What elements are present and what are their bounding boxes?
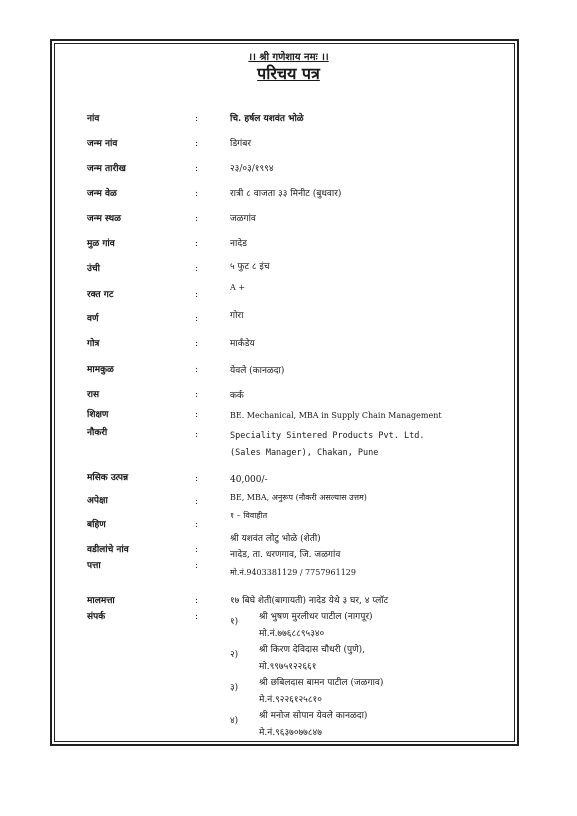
value-birth-time: रात्री ८ वाजता ३३ मिनीट (बुधवार) <box>230 189 342 199</box>
value-expectation: BE, MBA, अनुरूप (नौकरी असल्यास उत्तम) <box>230 493 367 502</box>
value-education: BE. Mechanical, MBA in Supply Chain Management <box>230 411 442 420</box>
colon: : <box>195 430 199 440</box>
blessing-heading: ।। श्री गणेशाय नमः ।। <box>248 52 329 63</box>
colon: : <box>195 164 199 174</box>
value-birth-date: २३/०३/१९९४ <box>230 164 274 174</box>
label-birth-date: जन्म तारीख <box>87 164 126 174</box>
contact-number: ३) <box>230 683 239 693</box>
colon: : <box>195 139 199 149</box>
label-name: नांव <box>87 114 100 124</box>
value-sister: १ – विवाहीत <box>230 511 268 520</box>
label-blood-group: रक्त गट <box>87 290 114 300</box>
colon: : <box>195 365 199 375</box>
contact-name: श्री किरण देविदास चौधरी (पुणे), <box>259 645 365 655</box>
value-height: ५ फुट ८ इंच <box>230 262 270 272</box>
colon: : <box>195 290 199 300</box>
value-rashi: कर्क <box>230 391 244 401</box>
colon: : <box>195 339 199 349</box>
contact-phone: मे.नं.९६३७०७७८४७ <box>259 728 322 738</box>
label-maternal-family: मामकुळ <box>87 365 114 375</box>
colon: : <box>195 561 199 571</box>
value-birth-name: डिगंबर <box>230 139 252 149</box>
colon: : <box>195 545 199 555</box>
value-blood-group: A + <box>230 283 246 292</box>
label-rashi: रास <box>87 390 100 400</box>
value-name: चि. हर्षल यशवंत भोळे <box>230 114 304 124</box>
colon: : <box>195 114 199 124</box>
colon: : <box>195 239 199 249</box>
colon: : <box>195 189 199 199</box>
value-complexion: गोरा <box>230 311 244 321</box>
colon: : <box>195 497 199 507</box>
colon: : <box>195 264 199 274</box>
contact-number: १) <box>230 617 239 627</box>
value-address: नादेड, ता. धरणगाव, जि. जळगांव <box>230 550 341 560</box>
label-native-village: मुळ गांव <box>87 239 115 249</box>
contact-name: श्री भुषण मुरलीधर पाटील (नागपूर) <box>259 612 373 622</box>
value-maternal-family: येवले (कानळदा) <box>230 366 285 376</box>
contact-name: श्री मनोज सोपान येवले कानळदा) <box>259 711 368 721</box>
colon: : <box>195 520 199 530</box>
value-job-role: (Sales Manager), Chakan, Pune <box>230 448 379 458</box>
label-monthly-income: मसिक उत्पन्न <box>87 473 129 483</box>
label-height: उंची <box>87 264 100 274</box>
value-gotra: मार्कंडेय <box>230 339 255 349</box>
value-birth-place: जळगांव <box>230 214 256 224</box>
contact-phone: मो.९९७५१२२६६१ <box>259 662 317 672</box>
label-expectation: अपेक्षा <box>87 496 108 506</box>
label-property: मालमत्ता <box>87 596 115 606</box>
colon: : <box>195 612 199 622</box>
label-gotra: गोत्र <box>87 339 100 349</box>
colon: : <box>195 596 199 606</box>
colon: : <box>195 314 199 324</box>
document-title: परिचय पत्र <box>257 64 320 83</box>
label-father-name: वडीलांचे नांव <box>87 545 129 555</box>
colon: : <box>195 410 199 420</box>
label-sister: बहिण <box>87 520 106 530</box>
contact-number: ४) <box>230 716 239 726</box>
colon: : <box>195 214 199 224</box>
value-job-company: Speciality Sintered Products Pvt. Ltd. <box>230 431 425 441</box>
label-complexion: वर्ण <box>87 314 99 324</box>
value-monthly-income: 40,000/- <box>230 475 268 485</box>
label-birth-place: जन्म स्थळ <box>87 214 121 224</box>
label-contact: संपर्क <box>87 612 106 622</box>
label-job: नौकरी <box>87 428 108 438</box>
value-phone: मो.नं.9403381129 / 7757961129 <box>230 568 356 577</box>
contact-phone: मो.नं.७७६८८९५३४० <box>259 629 325 639</box>
colon: : <box>195 474 199 484</box>
value-property: १७ बिघे शेती(बागायती) नादेड येथे ३ घर, ४ प्लॉट <box>230 596 389 606</box>
label-birth-name: जन्म नांव <box>87 139 118 149</box>
contact-name: श्री छबिलदास बामन पाटील (जळगाव) <box>259 678 384 688</box>
label-address: पत्ता <box>87 561 101 571</box>
label-birth-time: जन्म वेळ <box>87 189 117 199</box>
value-father-name: श्री यशवंत लोटु भोळे (शेती) <box>230 534 321 544</box>
contact-number: २) <box>230 650 239 660</box>
value-native-village: नादेड <box>230 239 247 249</box>
colon: : <box>195 390 199 400</box>
contact-phone: मे.नं.९२२६१२५८१० <box>259 695 322 705</box>
label-education: शिक्षण <box>87 410 109 420</box>
